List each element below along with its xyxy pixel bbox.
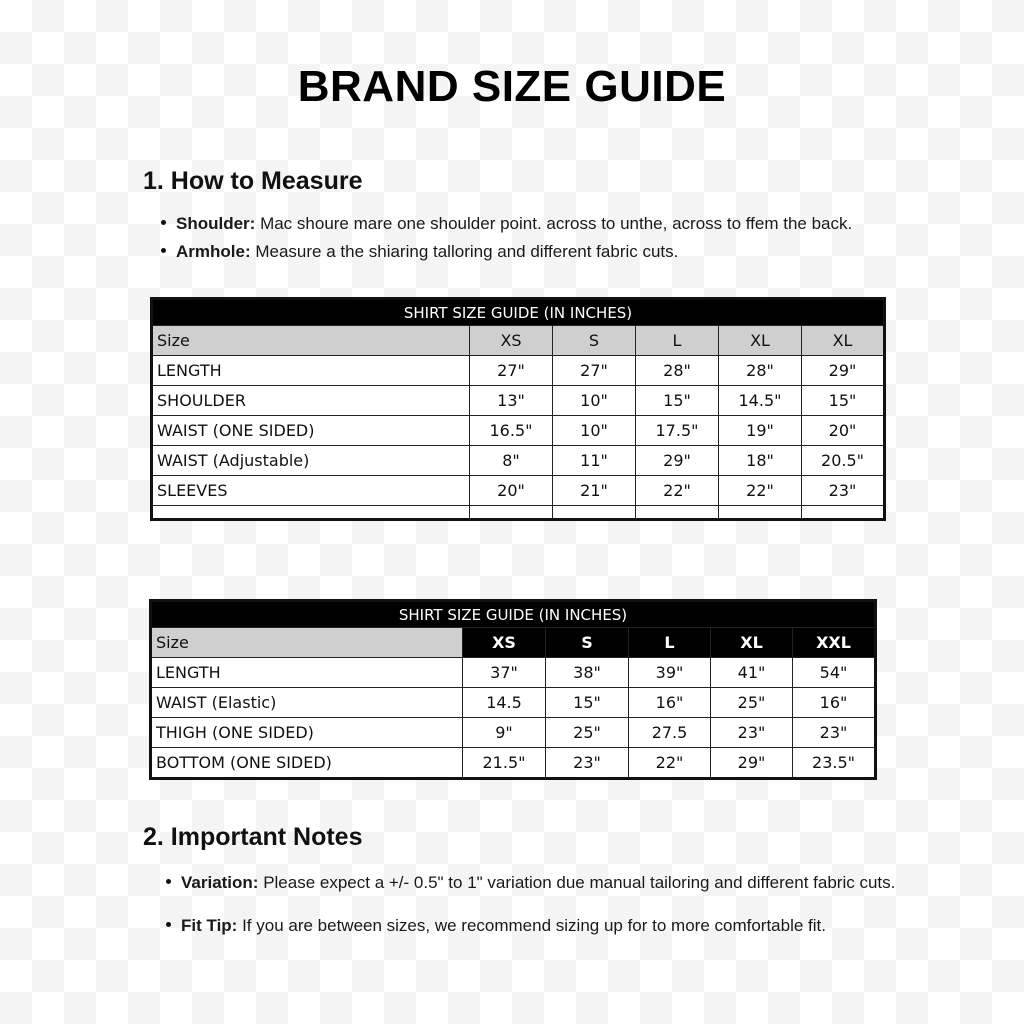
empty-cell <box>802 506 885 520</box>
section-heading-important-notes: 2. Important Notes <box>143 823 363 851</box>
table-empty-row <box>152 506 885 520</box>
size-header: XL <box>802 326 885 356</box>
table-row <box>151 658 876 688</box>
row-label: WAIST (Elastic) <box>151 688 463 718</box>
table-row <box>151 748 876 779</box>
empty-cell <box>719 506 802 520</box>
page-title: BRAND SIZE GUIDE <box>297 62 727 111</box>
size-header: S <box>546 628 629 658</box>
size-header: S <box>553 326 636 356</box>
empty-cell <box>470 506 553 520</box>
table-row <box>152 386 885 416</box>
table-cell: 28" <box>636 356 719 386</box>
table-caption: SHIRT SIZE GUIDE (IN INCHES) <box>151 601 876 628</box>
table-caption: SHIRT SIZE GUIDE (IN INCHES) <box>152 299 885 326</box>
table-cell: 16" <box>629 688 711 718</box>
bullet-dot-icon <box>166 922 171 927</box>
table-cell: 39" <box>629 658 711 688</box>
table-header-row <box>151 628 876 658</box>
table-row <box>152 446 885 476</box>
bullet-dot-icon <box>161 220 166 225</box>
row-label: LENGTH <box>152 356 470 386</box>
row-label: THIGH (ONE SIDED) <box>151 718 463 748</box>
table-cell: 29" <box>802 356 885 386</box>
size-header-label: Size <box>152 326 470 356</box>
section-heading-how-to-measure: 1. How to Measure <box>143 167 363 195</box>
bullet-text: Mac shoure mare one shoulder point. across to unthe, across to ffem the back. <box>255 214 853 233</box>
size-header: L <box>629 628 711 658</box>
table-cell: 16.5" <box>470 416 553 446</box>
empty-cell <box>152 506 470 520</box>
second-size-table <box>149 599 877 780</box>
table-cell: 22" <box>629 748 711 779</box>
table-cell: 15" <box>636 386 719 416</box>
bullet-dot-icon <box>161 248 166 253</box>
table-cell: 18" <box>719 446 802 476</box>
table-cell: 17.5" <box>636 416 719 446</box>
table-cell: 13" <box>470 386 553 416</box>
table-header-row <box>152 326 885 356</box>
table-cell: 23" <box>793 718 876 748</box>
table-caption-row <box>152 299 885 326</box>
size-header: XL <box>711 628 793 658</box>
table-cell: 15" <box>802 386 885 416</box>
row-label: WAIST (Adjustable) <box>152 446 470 476</box>
table-cell: 16" <box>793 688 876 718</box>
table-cell: 23" <box>711 718 793 748</box>
table-cell: 38" <box>546 658 629 688</box>
empty-cell <box>553 506 636 520</box>
bullet-text: Measure a the shiaring talloring and different fabric cuts. <box>250 242 679 261</box>
table-row <box>152 356 885 386</box>
bullet-label: Shoulder: <box>176 214 256 233</box>
shirt-size-table <box>150 297 886 521</box>
row-label: SHOULDER <box>152 386 470 416</box>
table-cell: 9" <box>463 718 546 748</box>
table-cell: 29" <box>636 446 719 476</box>
table-cell: 23" <box>546 748 629 779</box>
bullet-label: Fit Tip: <box>181 916 238 935</box>
table-cell: 15" <box>546 688 629 718</box>
bullet-dot-icon <box>166 879 171 884</box>
size-header-label: Size <box>151 628 463 658</box>
table-row <box>152 476 885 506</box>
table-cell: 22" <box>719 476 802 506</box>
size-header: L <box>636 326 719 356</box>
size-header: XL <box>719 326 802 356</box>
table-cell: 28" <box>719 356 802 386</box>
empty-cell <box>636 506 719 520</box>
table-cell: 27.5 <box>629 718 711 748</box>
table-cell: 25" <box>546 718 629 748</box>
table-cell: 20.5" <box>802 446 885 476</box>
table-cell: 23.5" <box>793 748 876 779</box>
table-cell: 25" <box>711 688 793 718</box>
table-row <box>152 416 885 446</box>
table-cell: 23" <box>802 476 885 506</box>
bullet-variation <box>166 873 895 893</box>
table-cell: 41" <box>711 658 793 688</box>
table-cell: 27" <box>553 356 636 386</box>
bullet-text: Please expect a +/- 0.5" to 1" variation due manual tailoring and different fabric cuts. <box>258 873 896 892</box>
bullet-label: Armhole: <box>176 242 251 261</box>
bullet-label: Variation: <box>181 873 259 892</box>
table-cell: 19" <box>719 416 802 446</box>
size-header: XS <box>463 628 546 658</box>
table-caption-row <box>151 601 876 628</box>
table-cell: 37" <box>463 658 546 688</box>
table-row <box>151 718 876 748</box>
table-cell: 10" <box>553 416 636 446</box>
table-cell: 21.5" <box>463 748 546 779</box>
table-cell: 14.5 <box>463 688 546 718</box>
bullet-text: If you are between sizes, we recommend sizing up for to more comfortable fit. <box>237 916 826 935</box>
table-cell: 11" <box>553 446 636 476</box>
row-label: BOTTOM (ONE SIDED) <box>151 748 463 779</box>
table-cell: 10" <box>553 386 636 416</box>
table-cell: 20" <box>802 416 885 446</box>
table-cell: 29" <box>711 748 793 779</box>
table-cell: 20" <box>470 476 553 506</box>
table-cell: 21" <box>553 476 636 506</box>
row-label: LENGTH <box>151 658 463 688</box>
size-header: XS <box>470 326 553 356</box>
row-label: SLEEVES <box>152 476 470 506</box>
table-cell: 27" <box>470 356 553 386</box>
table-cell: 8" <box>470 446 553 476</box>
table-cell: 54" <box>793 658 876 688</box>
size-header: XXL <box>793 628 876 658</box>
bullet-fit-tip <box>166 916 826 936</box>
table-row <box>151 688 876 718</box>
table-cell: 22" <box>636 476 719 506</box>
row-label: WAIST (ONE SIDED) <box>152 416 470 446</box>
table-cell: 14.5" <box>719 386 802 416</box>
bullet-shoulder <box>161 214 852 234</box>
bullet-armhole <box>161 242 678 262</box>
